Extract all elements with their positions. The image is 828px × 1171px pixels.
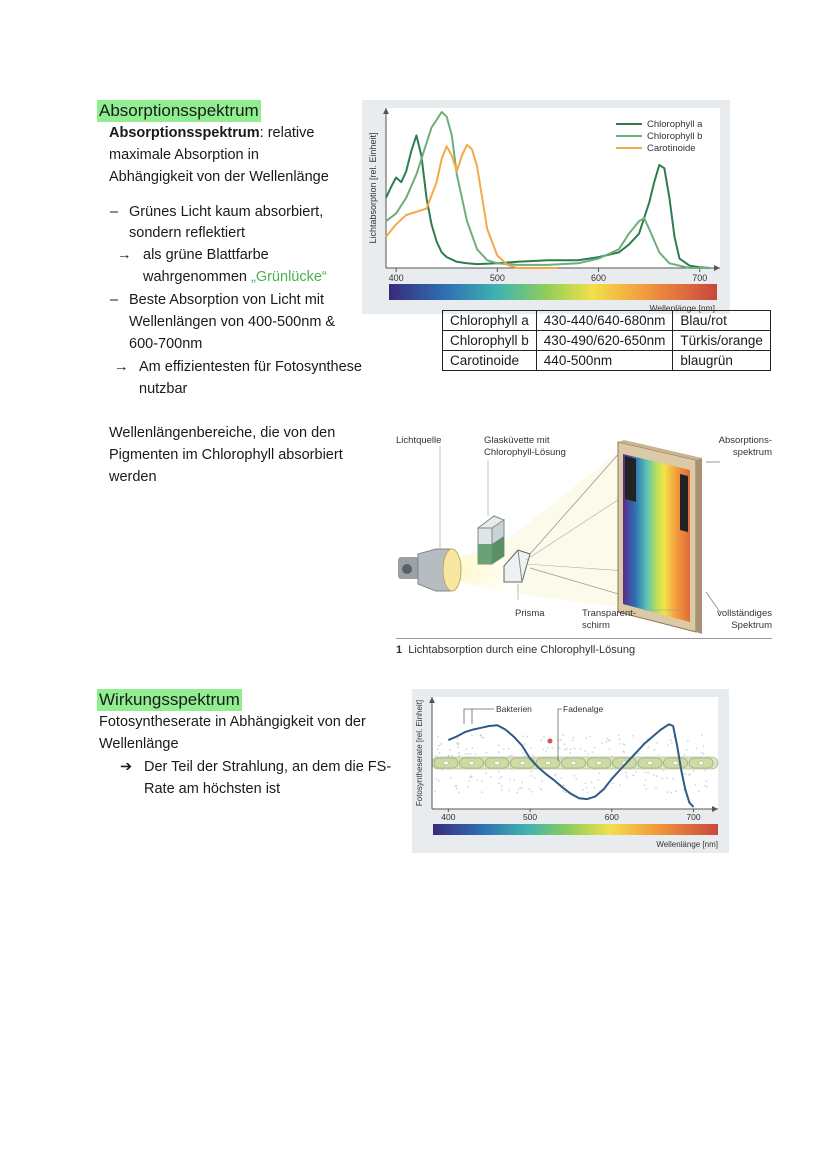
bacteria-dot: [607, 738, 609, 740]
label-transparentschirm-2: schirm: [582, 620, 610, 631]
bacteria-dot: [435, 755, 437, 757]
bacteria-dot: [696, 747, 698, 749]
bacteria-dot: [612, 782, 614, 784]
chart-1-tick-label: 400: [388, 273, 404, 283]
bacteria-dot: [530, 771, 532, 773]
table-cell: Chlorophyll a: [443, 311, 537, 331]
bacteria-dot: [458, 792, 460, 794]
arrow-1-line-1: als grüne Blattfarbe: [143, 247, 269, 263]
bacteria-dot: [439, 752, 441, 754]
bullet-2-line-1: Beste Absorption von Licht mit: [129, 292, 325, 308]
bacteria-dot: [468, 753, 470, 755]
bacteria-dot: [693, 770, 695, 772]
bacteria-dot: [582, 789, 584, 791]
bacteria-dot: [449, 749, 451, 751]
chart-2-x-label: Wellenlänge [nm]: [656, 840, 718, 849]
bacteria-dot: [499, 777, 501, 779]
alga-cell-nucleus: [673, 761, 678, 765]
table-cell: 430-490/620-650nm: [536, 331, 673, 351]
action-spectrum-chart: [412, 689, 729, 853]
bacteria-dot: [517, 789, 519, 791]
bacteria-dot: [623, 751, 625, 753]
bacteria-dot: [470, 775, 472, 777]
bacteria-dot: [448, 755, 450, 757]
bacteria-dot: [562, 790, 564, 792]
label-absorptionsspektrum-1: Absorptions-: [718, 435, 772, 446]
bacteria-dot: [576, 778, 578, 780]
bacteria-dot: [701, 752, 703, 754]
bacteria-dot: [455, 785, 457, 787]
bacteria-dot: [451, 755, 453, 757]
bacteria-dot: [485, 772, 487, 774]
table-cell: Blau/rot: [673, 311, 771, 331]
bacteria-dot: [609, 749, 611, 751]
arrow-marker-2: →: [114, 359, 129, 375]
bacteria-dot: [570, 749, 572, 751]
bacteria-dot: [662, 778, 664, 780]
bacteria-dot: [481, 780, 483, 782]
bacteria-dot: [562, 734, 564, 736]
bacteria-dot: [480, 734, 482, 736]
bacteria-dot: [572, 737, 574, 739]
table-row: [443, 331, 771, 351]
bacteria-dot: [644, 785, 646, 787]
bacteria-dot: [645, 780, 647, 782]
alga-cell-nucleus: [495, 761, 500, 765]
bacteria-dot: [627, 777, 629, 779]
label-fadenalge: Fadenalge: [563, 704, 604, 714]
bacteria-dot: [656, 775, 658, 777]
red-marker-dot: [548, 739, 553, 744]
chart-2-tick-label: 600: [604, 812, 619, 822]
definition-rest: : relative: [259, 125, 315, 141]
arrow-1-line-2: [143, 266, 327, 288]
label-glaskuevette-1: Glasküvette mit: [484, 435, 550, 446]
bacteria-dot: [698, 790, 700, 792]
bacteria-dot: [532, 754, 534, 756]
chart-1-x-label: Wellenlänge [nm]: [649, 303, 715, 313]
bacteria-dot: [684, 773, 686, 775]
bacteria-dot: [541, 789, 543, 791]
lamp-screw: [402, 564, 412, 574]
bullet-2-line-3: 600-700nm: [129, 336, 203, 352]
bacteria-dot: [508, 790, 510, 792]
chart-2-y-label: Fotosyntheserate [rel. Einheit]: [415, 699, 424, 807]
bacteria-dot: [541, 780, 543, 782]
bacteria-dot: [554, 775, 556, 777]
bacteria-dot: [619, 739, 621, 741]
wirkung-line-1: Fotosyntheserate in Abhängigkeit von der: [99, 714, 366, 730]
bacteria-dot: [608, 740, 610, 742]
definition-line-3: Abhängigkeit von der Wellenlänge: [109, 169, 329, 185]
chart-1-tick-label: 600: [591, 273, 607, 283]
bacteria-dot: [653, 749, 655, 751]
bacteria-dot: [701, 734, 703, 736]
bacteria-dot: [618, 735, 620, 737]
table-row: [443, 351, 771, 371]
alga-cell-nucleus: [546, 761, 551, 765]
bacteria-dot: [516, 792, 518, 794]
bacteria-dot: [624, 744, 626, 746]
alga-cell-nucleus: [520, 761, 525, 765]
bacteria-dot: [498, 782, 500, 784]
table-row: [443, 311, 771, 331]
bacteria-dot: [587, 792, 589, 794]
bacteria-dot: [684, 754, 686, 756]
bacteria-dot: [522, 752, 524, 754]
bacteria-dot: [472, 747, 474, 749]
bacteria-dot: [646, 788, 648, 790]
bacteria-dot: [704, 785, 706, 787]
bacteria-dot: [519, 787, 521, 789]
bacteria-dot: [587, 753, 589, 755]
section-heading-absorptionsspektrum: Absorptionsspektrum: [99, 101, 259, 120]
bacteria-dot: [511, 755, 513, 757]
table-cell: 440-500nm: [536, 351, 673, 371]
table-cell: blaugrün: [673, 351, 771, 371]
bacteria-dot: [522, 735, 524, 737]
wirkung-arrow-line-2: Rate am höchsten ist: [144, 781, 281, 797]
alga-cell-nucleus: [444, 761, 449, 765]
bacteria-dot: [686, 749, 688, 751]
bacteria-dot: [647, 772, 649, 774]
bacteria-dot: [672, 778, 674, 780]
gruenluecke-highlight: „Grünlücke“: [251, 269, 327, 285]
table-cell: Chlorophyll b: [443, 331, 537, 351]
bacteria-dot: [594, 747, 596, 749]
bacteria-dot: [638, 753, 640, 755]
bacteria-dot: [468, 780, 470, 782]
bacteria-dot: [498, 751, 500, 753]
glass-cuvette: [478, 516, 504, 564]
bacteria-dot: [564, 743, 566, 745]
bullet-marker-1: –: [110, 204, 119, 220]
bacteria-dot: [456, 742, 458, 744]
legend-chlorophyll-a: Chlorophyll a: [647, 119, 703, 130]
bacteria-dot: [666, 777, 668, 779]
bacteria-dot: [565, 792, 567, 794]
chart-1-tick-label: 700: [692, 273, 708, 283]
bacteria-dot: [436, 778, 438, 780]
wirkung-arrow-line-1: Der Teil der Strahlung, an dem die FS-: [144, 759, 392, 775]
bacteria-dot: [591, 781, 593, 783]
caption-number: 1: [396, 644, 403, 656]
bacteria-dot: [508, 748, 510, 750]
bacteria-dot: [590, 736, 592, 738]
bacteria-dot: [569, 752, 571, 754]
bacteria-dot: [574, 748, 576, 750]
bacteria-dot: [566, 748, 568, 750]
bacteria-dot: [585, 782, 587, 784]
caption-text: Lichtabsorption durch eine Chlorophyll-Lösung: [408, 644, 636, 656]
wavelength-text-line-1: Wellenlängenbereiche, die von den: [109, 425, 336, 441]
bacteria-dot: [437, 736, 439, 738]
bacteria-dot: [470, 753, 472, 755]
chart-1-spectrum-bar: [389, 284, 717, 300]
wirkung-line-2: Wellenlänge: [99, 736, 179, 752]
alga-cell-nucleus: [699, 761, 704, 765]
bacteria-dot: [503, 748, 505, 750]
bacteria-dot: [573, 775, 575, 777]
bacteria-dot: [619, 785, 621, 787]
bacteria-dot: [524, 743, 526, 745]
chart-1-tick-label: 500: [489, 273, 505, 283]
chart-1-y-label: Lichtabsorption [rel. Einheit]: [368, 132, 378, 244]
bacteria-dot: [501, 776, 503, 778]
bacteria-dot: [555, 773, 557, 775]
bacteria-dot: [551, 747, 553, 749]
transparent-screen: [618, 440, 702, 634]
table-cell: Carotinoide: [443, 351, 537, 371]
bacteria-dot: [543, 736, 545, 738]
bacteria-dot: [703, 753, 705, 755]
bacteria-dot: [534, 777, 536, 779]
bacteria-dot: [704, 769, 706, 771]
bacteria-dot: [481, 736, 483, 738]
bacteria-dot: [486, 752, 488, 754]
bacteria-dot: [653, 774, 655, 776]
bacteria-dot: [687, 740, 689, 742]
section-heading-wirkungsspektrum: Wirkungsspektrum: [99, 690, 240, 709]
bacteria-dot: [597, 779, 599, 781]
wavelength-text-line-2: Pigmenten im Chlorophyll absorbiert: [109, 447, 343, 463]
bacteria-dot: [458, 755, 460, 757]
bacteria-dot: [564, 749, 566, 751]
bacteria-dot: [457, 738, 459, 740]
bacteria-dot: [457, 746, 459, 748]
bacteria-dot: [560, 739, 562, 741]
label-absorptionsspektrum-2: spektrum: [732, 447, 772, 458]
bullet-marker-2: –: [110, 292, 119, 308]
bacteria-dot: [450, 777, 452, 779]
label-lichtquelle: Lichtquelle: [396, 435, 442, 446]
table-cell: 430-440/640-680nm: [536, 311, 673, 331]
bacteria-dot: [498, 744, 500, 746]
arrow-marker-1: →: [117, 247, 132, 263]
caption-rule: [396, 638, 772, 639]
bacteria-dot: [440, 743, 442, 745]
bacteria-dot: [635, 771, 637, 773]
bacteria-dot: [513, 779, 515, 781]
bacteria-dot: [648, 746, 650, 748]
label-glaskuevette-2: Chlorophyll-Lösung: [484, 447, 566, 458]
bacteria-dot: [619, 743, 621, 745]
bacteria-dot: [475, 753, 477, 755]
bacteria-dot: [703, 745, 705, 747]
chart-2-tick-label: 700: [686, 812, 701, 822]
bacteria-dot: [667, 744, 669, 746]
bacteria-dot: [521, 788, 523, 790]
bacteria-dot: [498, 771, 500, 773]
bacteria-dot: [483, 737, 485, 739]
bacteria-dot: [663, 770, 665, 772]
alga-cell-nucleus: [648, 761, 653, 765]
bacteria-dot: [655, 787, 657, 789]
bacteria-dot: [585, 787, 587, 789]
bacteria-dot: [594, 787, 596, 789]
alga-cell-nucleus: [469, 761, 474, 765]
bacteria-dot: [465, 753, 467, 755]
bacteria-dot: [501, 789, 503, 791]
bacteria-dot: [559, 748, 561, 750]
bacteria-dot: [434, 791, 436, 793]
lamp-lens: [443, 549, 461, 591]
bacteria-dot: [476, 779, 478, 781]
light-source: [398, 549, 461, 591]
bacteria-dot: [670, 740, 672, 742]
bacteria-dot: [586, 737, 588, 739]
bacteria-dot: [438, 780, 440, 782]
bacteria-dot: [490, 776, 492, 778]
bacteria-dot: [632, 774, 634, 776]
bacteria-dot: [528, 788, 530, 790]
bacteria-dot: [466, 748, 468, 750]
legend-carotinoide: Carotinoide: [647, 143, 696, 154]
bacteria-dot: [658, 754, 660, 756]
bacteria-dot: [458, 742, 460, 744]
bacteria-dot: [458, 752, 460, 754]
bullet-2-line-2: Wellenlängen von 400-500nm &: [129, 314, 336, 330]
bacteria-dot: [563, 784, 565, 786]
bacteria-dot: [471, 735, 473, 737]
absorption-chart: [362, 100, 730, 314]
arrow-2-line-1: Am effizientesten für Fotosynthese: [139, 359, 362, 375]
bullet-1-line-1: Grünes Licht kaum absorbiert,: [129, 204, 324, 220]
bacteria-dot: [706, 786, 708, 788]
bacteria-dot: [526, 736, 528, 738]
bacteria-dot: [531, 775, 533, 777]
bacteria-dot: [437, 748, 439, 750]
bacteria-dot: [545, 751, 547, 753]
bacteria-dot: [438, 745, 440, 747]
definition-term: Absorptionsspektrum: [109, 125, 260, 141]
bacteria-dot: [481, 791, 483, 793]
label-bakterien: Bakterien: [496, 704, 532, 714]
bacteria-dot: [521, 782, 523, 784]
bacteria-dot: [547, 747, 549, 749]
absorption-band-red: [680, 474, 688, 532]
chart-2-tick-label: 400: [441, 812, 456, 822]
bacteria-dot: [632, 735, 634, 737]
bacteria-dot: [605, 741, 607, 743]
bacteria-dot: [667, 791, 669, 793]
bacteria-dot: [689, 774, 691, 776]
bacteria-dot: [509, 779, 511, 781]
legend-chlorophyll-b: Chlorophyll b: [647, 131, 703, 142]
bacteria-dot: [671, 743, 673, 745]
bacteria-dot: [524, 755, 526, 757]
definition-line-1: [109, 122, 314, 144]
label-vollstaendiges-2: Spektrum: [731, 620, 772, 631]
chart-2-spectrum-bar: [433, 824, 718, 835]
bacteria-dot: [580, 748, 582, 750]
bullet-1-line-2: sondern reflektiert: [129, 225, 246, 241]
figure-caption: [396, 644, 635, 656]
bacteria-dot: [599, 772, 601, 774]
table-cell: Türkis/orange: [673, 331, 771, 351]
bacteria-dot: [500, 785, 502, 787]
label-transparentschirm-1: Transparent-: [582, 608, 637, 619]
bacteria-dot: [540, 788, 542, 790]
bacteria-dot: [706, 780, 708, 782]
bacteria-dot: [644, 771, 646, 773]
arrow-2-line-2: nutzbar: [139, 381, 188, 397]
bacteria-dot: [543, 749, 545, 751]
bacteria-dot: [509, 755, 511, 757]
bacteria-dot: [531, 791, 533, 793]
bacteria-dot: [560, 777, 562, 779]
bacteria-dot: [675, 790, 677, 792]
label-prisma: Prisma: [515, 608, 545, 619]
wavelength-text-line-3: werden: [109, 469, 157, 485]
bacteria-dot: [625, 772, 627, 774]
bacteria-dot: [530, 748, 532, 750]
bacteria-dot: [585, 750, 587, 752]
bacteria-dot: [591, 751, 593, 753]
bacteria-dot: [467, 786, 469, 788]
bacteria-dot: [625, 775, 627, 777]
chart-2-tick-label: 500: [522, 812, 538, 822]
pigment-table: [442, 310, 771, 371]
cuvette-liquid: [478, 544, 492, 564]
bacteria-dot: [695, 784, 697, 786]
bacteria-dot: [601, 742, 603, 744]
alga-cell-nucleus: [571, 761, 576, 765]
bacteria-dot: [572, 740, 574, 742]
definition-line-2: maximale Absorption in: [109, 147, 259, 163]
absorption-band-blue: [625, 456, 636, 502]
arrow-1-text: wahrgenommen: [143, 269, 251, 285]
alga-cell-nucleus: [597, 761, 602, 765]
bacteria-dot: [670, 792, 672, 794]
bacteria-dot: [656, 742, 658, 744]
bacteria-dot: [540, 739, 542, 741]
label-vollstaendiges-1: vollständiges: [717, 608, 772, 619]
arrow-marker-3: ➔: [120, 759, 133, 775]
bacteria-dot: [456, 788, 458, 790]
